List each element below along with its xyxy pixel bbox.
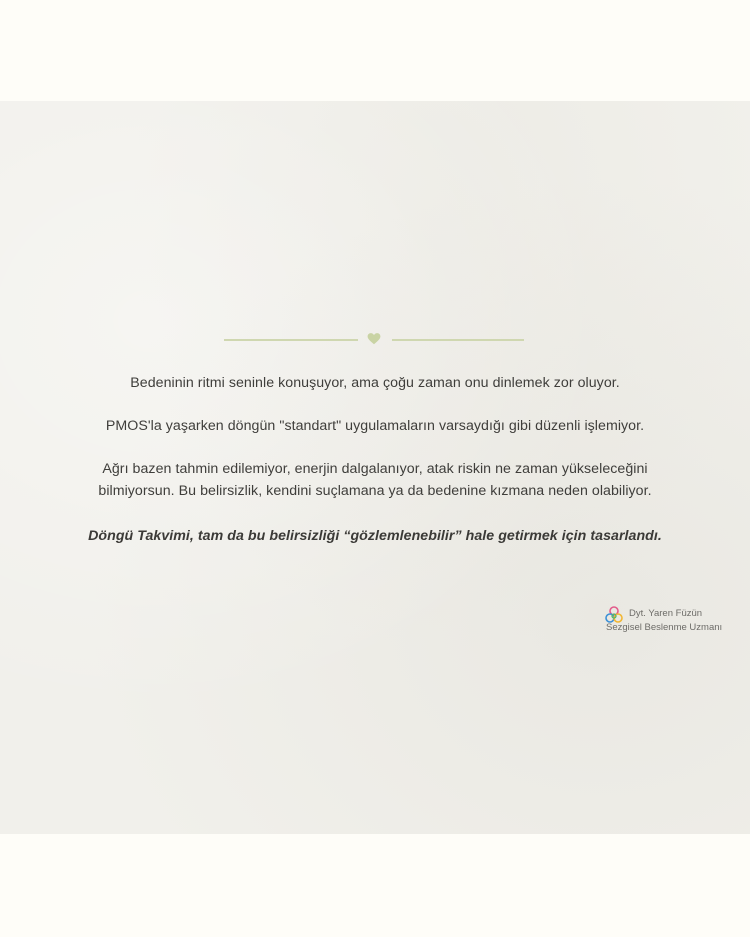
uncertainty-line-2: bilmiyorsun. Bu belirsizlik, kendini suçlamana ya da bedenine kızmana neden olabiliyor.	[98, 483, 652, 499]
intro-paragraph: Bedeninin ritmi seninle konuşuyor, ama çoğu zaman onu dinlemek zor oluyor.	[130, 375, 620, 391]
uncertainty-paragraph	[0, 458, 750, 502]
author-name: Dyt. Yaren Füzün	[629, 608, 703, 619]
heart-divider	[224, 332, 524, 348]
pmos-paragraph: PMOS'la yaşarken döngün "standart" uygulamaların varsaydığı gibi düzenli işlemiyor.	[105, 418, 645, 434]
content-card	[0, 101, 750, 834]
author-title: Sezgisel Beslenme Uzmanı	[606, 622, 723, 633]
divider-line-left	[224, 339, 358, 341]
emphasis-statement: Döngü Takvimi, tam da bu belirsizliği “gözlemlenebilir” hale getirmek için tasarlandı.	[88, 528, 662, 544]
heart-icon	[367, 332, 381, 346]
divider-line-right	[392, 339, 524, 341]
uncertainty-line-1: Ağrı bazen tahmin edilemiyor, enerjin dalgalanıyor, atak riskin ne zaman yükseleceğini	[102, 461, 648, 477]
author-signature	[604, 603, 744, 637]
